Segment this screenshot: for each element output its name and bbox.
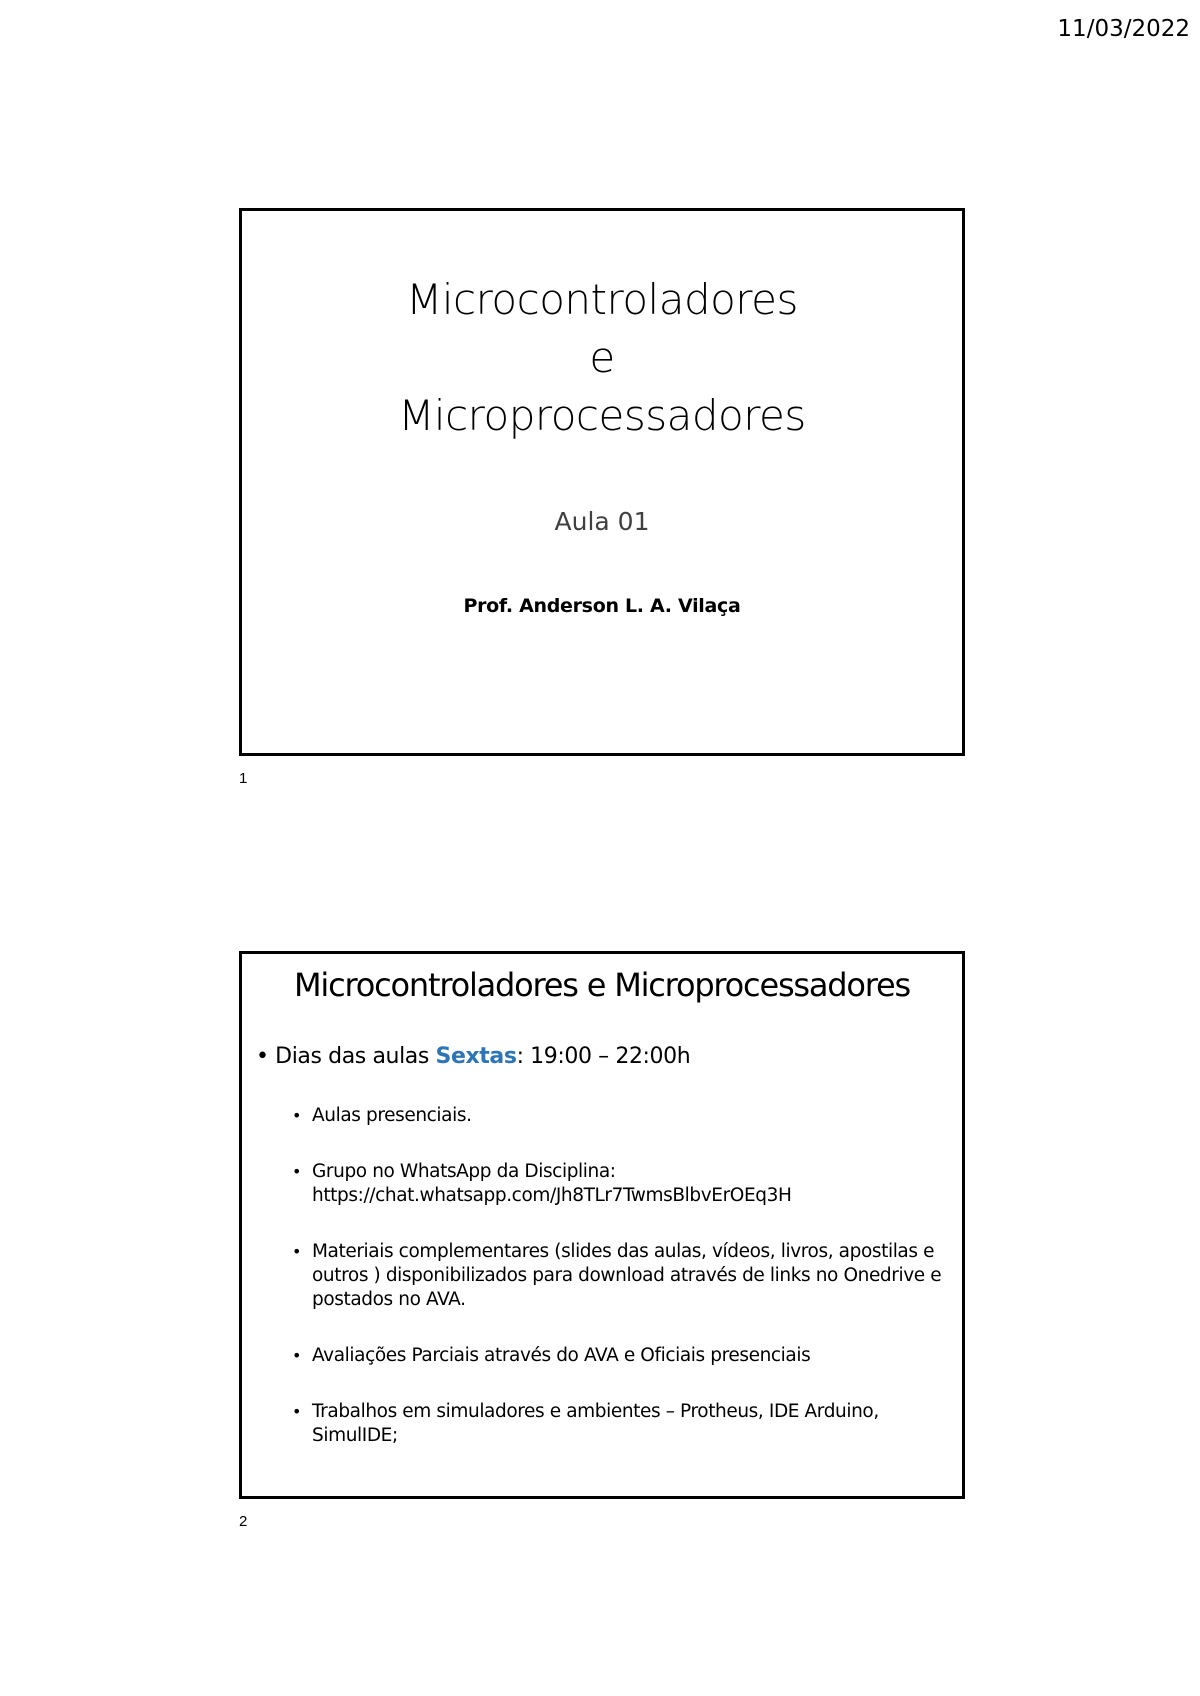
list-item <box>292 1160 952 1208</box>
slide-1-title-line: Microprocessadores <box>398 391 806 440</box>
list-item <box>292 1400 952 1448</box>
bullet-icon: • <box>256 1044 269 1069</box>
bullet-suffix: : 19:00 – 22:00h <box>516 1044 691 1069</box>
slide-1-title-line: e <box>589 333 615 382</box>
slide-number-2: 2 <box>239 1513 248 1530</box>
slide-2-title: Microcontroladores e Microprocessadores <box>294 966 910 1004</box>
bullet-prefix: Dias das aulas <box>275 1044 436 1069</box>
bullet-icon: • <box>292 1346 302 1365</box>
sub-bullet-list <box>292 1104 952 1480</box>
list-item-text: Grupo no WhatsApp da Disciplina: https://chat.whatsapp.com/Jh8TLr7TwmsBlbvErOEq3H <box>312 1161 792 1206</box>
list-item <box>292 1104 952 1128</box>
list-item <box>292 1344 952 1368</box>
list-item <box>292 1240 952 1312</box>
slide-2 <box>239 951 965 1499</box>
list-item-text: Aulas presenciais. <box>312 1105 472 1126</box>
slide-1-author: Prof. Anderson L. A. Vilaça <box>463 595 741 617</box>
slide-1-title-line: Microcontroladores <box>406 275 798 324</box>
slide-2-main-bullet <box>256 1044 690 1069</box>
bullet-icon: • <box>292 1106 302 1125</box>
bullet-icon: • <box>292 1162 302 1181</box>
slide-1 <box>239 208 965 756</box>
list-item-text: Materiais complementares (slides das aulas, vídeos, livros, apostilas e outros ) disponibilizados para download através de links no Onedrive e postados no AVA. <box>312 1241 942 1310</box>
list-item-text: Trabalhos em simuladores e ambientes – Protheus, IDE Arduino, SimulIDE; <box>312 1401 879 1446</box>
slide-1-subtitle: Aula 01 <box>554 507 650 536</box>
slide-number-1: 1 <box>239 770 248 787</box>
bullet-icon: • <box>292 1242 302 1261</box>
page-date: 11/03/2022 <box>1057 16 1190 42</box>
slide-1-title <box>242 271 962 445</box>
bullet-icon: • <box>292 1402 302 1421</box>
list-item-text: Avaliações Parciais através do AVA e Oficiais presenciais <box>312 1345 811 1366</box>
bullet-highlight: Sextas <box>435 1044 517 1069</box>
